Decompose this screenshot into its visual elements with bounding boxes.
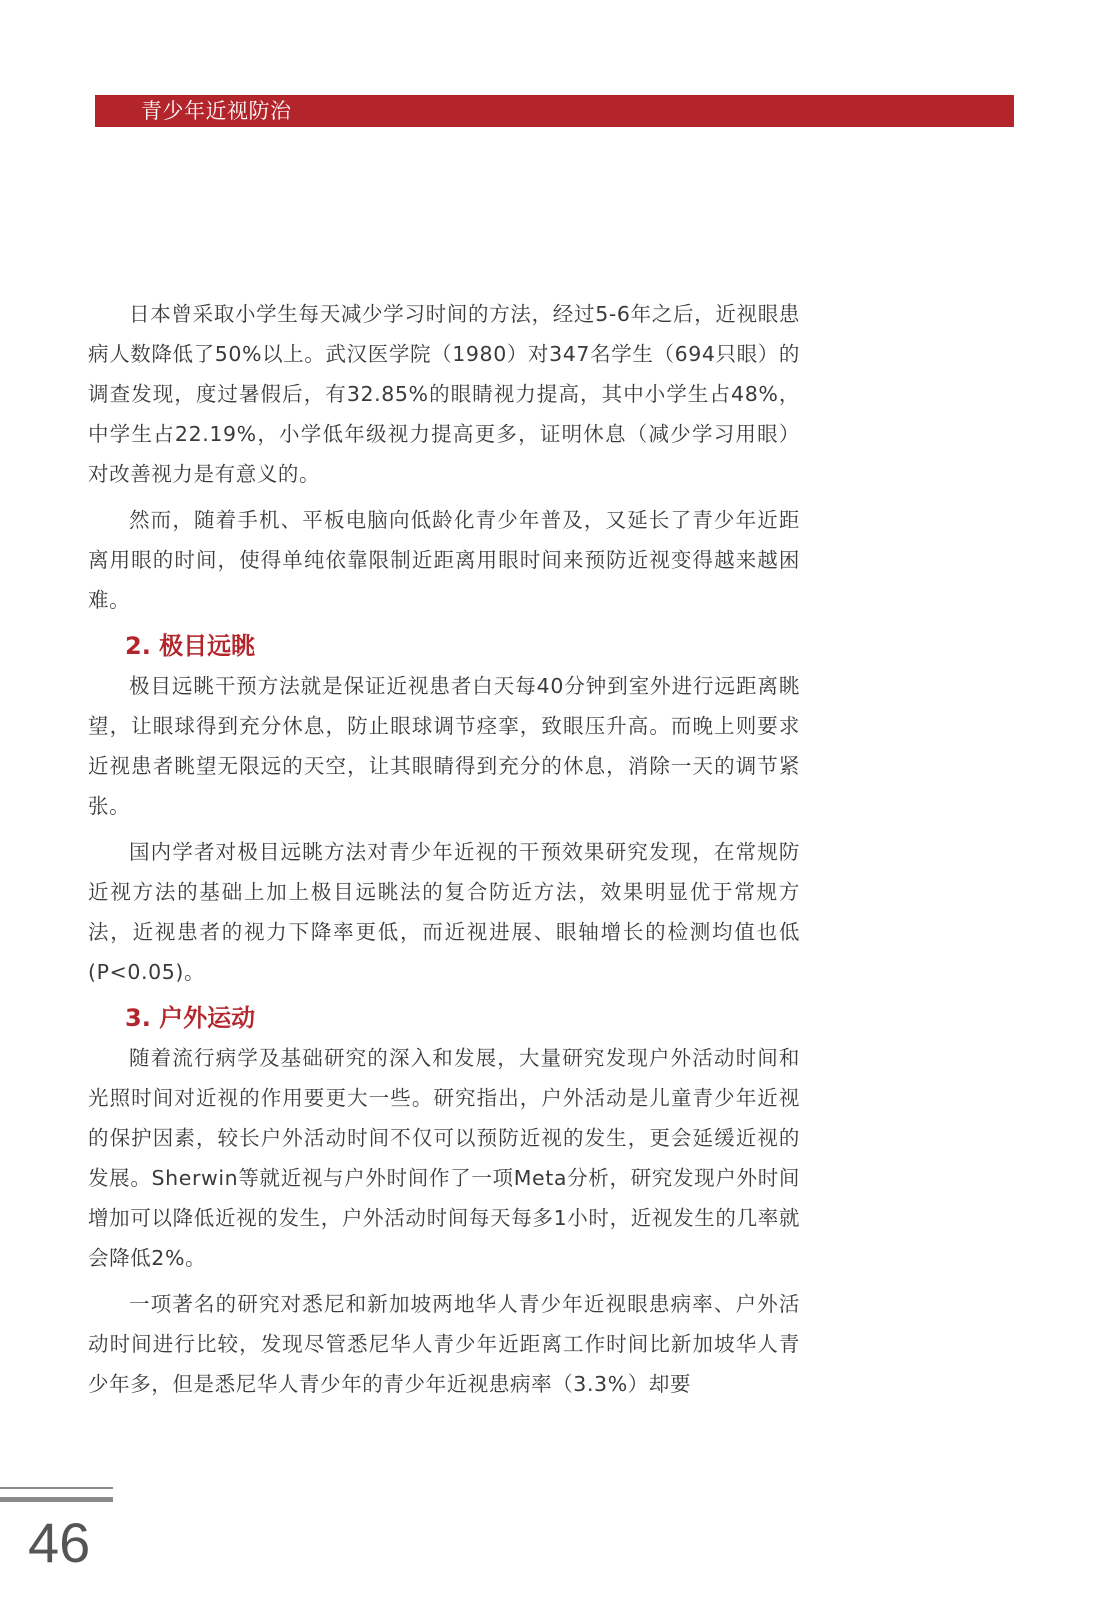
paragraph-1: 日本曾采取小学生每天减少学习时间的方法，经过5-6年之后，近视眼患病人数降低了50%以上。武汉医学院（1980）对347名学生（694只眼）的调查发现，度过暑假后，有32.85%的眼睛视力提高，其中小学生占48%，中学生占22.19%，小学低年级视力提高更多，证明休息（减少学习用眼）对改善视力是有意义的。 xyxy=(88,302,800,486)
paragraph-5: 随着流行病学及基础研究的深入和发展，大量研究发现户外活动时间和光照时间对近视的作用要更大一些。研究指出，户外活动是儿童青少年近视的保护因素，较长户外活动时间不仅可以预防近视的发生，更会延缓近视的发展。Sherwin等就近视与户外时间作了一项Meta分析，研究发现户外时间增加可以降低近视的发生，户外活动时间每天每多1小时，近视发生的几率就会降低2%。 xyxy=(88,1046,800,1270)
footer-rule-thick xyxy=(0,1497,113,1502)
paragraph-2: 然而，随着手机、平板电脑向低龄化青少年普及，又延长了青少年近距离用眼的时间，使得单纯依靠限制近距离用眼时间来预防近视变得越来越困难。 xyxy=(88,508,800,612)
header-bar xyxy=(95,95,1014,127)
paragraph-4: 国内学者对极目远眺方法对青少年近视的干预效果研究发现，在常规防近视方法的基础上加上极目远眺法的复合防近方法，效果明显优于常规方法，近视患者的视力下降率更低，而近视进展、眼轴增长的检测均值也低(P<0.05)。 xyxy=(88,840,800,984)
article-body xyxy=(88,294,800,1410)
section-heading-3: 3. 户外运动 xyxy=(125,1004,256,1032)
page-number: 46 xyxy=(28,1511,91,1574)
section-heading-2: 2. 极目远眺 xyxy=(125,632,256,660)
paragraph-6: 一项著名的研究对悉尼和新加坡两地华人青少年近视眼患病率、户外活动时间进行比较，发现尽管悉尼华人青少年近距离工作时间比新加坡华人青少年多，但是悉尼华人青少年的青少年近视患病率（3.3%）却要 xyxy=(88,1292,800,1396)
running-header-title: 青少年近视防治 xyxy=(141,99,292,123)
footer-rule-thin xyxy=(0,1487,113,1489)
paragraph-3: 极目远眺干预方法就是保证近视患者白天每40分钟到室外进行远距离眺望，让眼球得到充分休息，防止眼球调节痉挛，致眼压升高。而晚上则要求近视患者眺望无限远的天空，让其眼睛得到充分的休息，消除一天的调节紧张。 xyxy=(88,674,800,818)
